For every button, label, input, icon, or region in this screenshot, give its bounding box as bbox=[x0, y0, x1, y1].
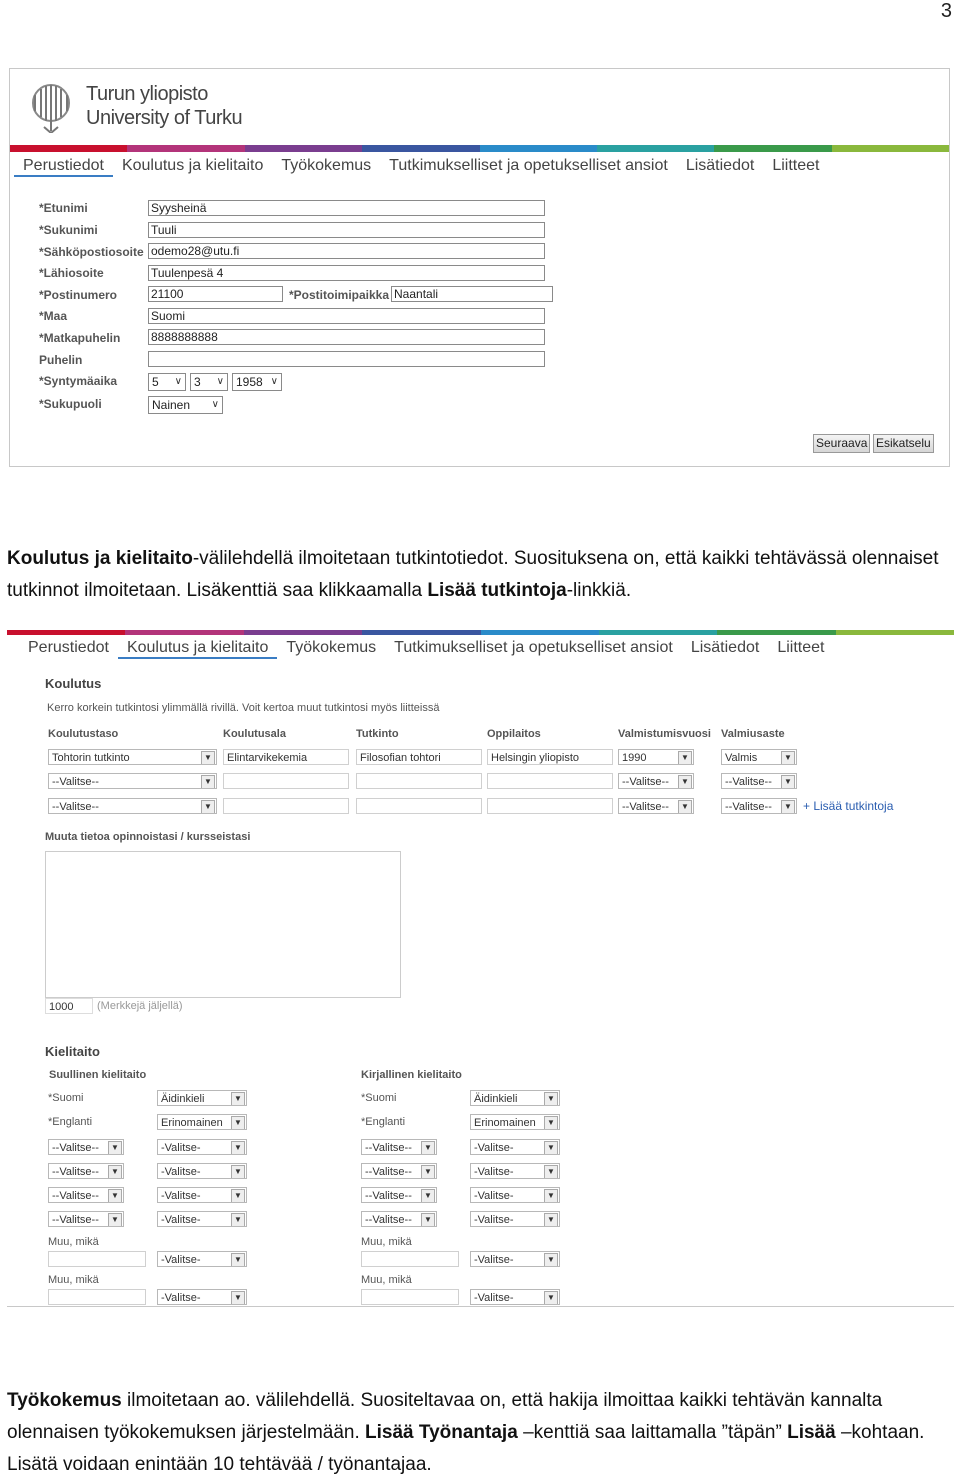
completion-status-select[interactable] bbox=[721, 773, 797, 789]
chevron-down-icon: ▼ bbox=[201, 775, 215, 789]
language-label: *Englanti bbox=[48, 1116, 93, 1128]
language-level-select-value: -Valitse- bbox=[161, 1142, 201, 1154]
chevron-down-icon: ▼ bbox=[678, 775, 692, 789]
graduation-year-select[interactable] bbox=[618, 798, 694, 814]
language-level-select-value: -Valitse- bbox=[474, 1190, 514, 1202]
graduation-year-select[interactable] bbox=[618, 749, 694, 765]
written-skills-title: Kirjallinen kielitaito bbox=[361, 1069, 462, 1081]
language-select[interactable] bbox=[361, 1187, 437, 1203]
graduation-year-select-value: --Valitse-- bbox=[622, 801, 669, 813]
chevron-down-icon: ▼ bbox=[678, 800, 692, 814]
char-counter: 1000 bbox=[45, 998, 93, 1014]
col-tutkinto: Tutkinto bbox=[356, 728, 399, 740]
chevron-down-icon: ∨ bbox=[211, 399, 219, 410]
graduation-year-select-value: 1990 bbox=[622, 752, 647, 764]
language-level-select-value: -Valitse- bbox=[161, 1166, 201, 1178]
label-etunimi: *Etunimi bbox=[39, 201, 88, 215]
color-bar-segment bbox=[714, 145, 831, 152]
tab-lisätiedot[interactable]: Lisätiedot bbox=[690, 639, 760, 656]
section-title-koulutus: Koulutus bbox=[45, 676, 102, 691]
degree-input[interactable] bbox=[356, 798, 482, 814]
language-select-value: --Valitse-- bbox=[52, 1214, 99, 1226]
language-level-select-value: Erinomainen bbox=[161, 1117, 223, 1129]
language-level-select[interactable] bbox=[470, 1211, 560, 1227]
chevron-down-icon: ▼ bbox=[544, 1213, 558, 1227]
tab-perustiedot[interactable]: Perustiedot bbox=[28, 639, 109, 656]
chevron-down-icon: ▼ bbox=[781, 800, 795, 814]
col-koulutusala: Koulutusala bbox=[223, 728, 286, 740]
col-oppilaitos: Oppilaitos bbox=[487, 728, 541, 740]
chevron-down-icon: ▼ bbox=[231, 1092, 245, 1106]
color-bar-segment bbox=[717, 630, 835, 635]
language-level-select[interactable] bbox=[470, 1090, 560, 1106]
language-select-value: --Valitse-- bbox=[365, 1214, 412, 1226]
oral-skills-title: Suullinen kielitaito bbox=[49, 1069, 147, 1081]
postitoimipaikka-field[interactable]: Naantali bbox=[391, 286, 553, 302]
paragraph-education bbox=[7, 543, 957, 607]
university-emblem-icon bbox=[26, 81, 76, 133]
language-level-select[interactable] bbox=[470, 1139, 560, 1155]
color-bar-segment bbox=[480, 145, 597, 152]
tab-tutkimukselliset-ja-opetukselliset-ansiot[interactable]: Tutkimukselliset ja opetukselliset ansiot bbox=[389, 157, 668, 174]
language-level-select-value: -Valitse- bbox=[474, 1142, 514, 1154]
tab-lisätiedot[interactable]: Lisätiedot bbox=[685, 157, 755, 174]
other-studies-label: Muuta tietoa opinnoistasi / kursseistasi bbox=[45, 831, 251, 843]
label-matkapuhelin: *Matkapuhelin bbox=[39, 331, 121, 345]
personal-info-screenshot bbox=[9, 68, 950, 467]
language-level-select-value: -Valitse- bbox=[474, 1292, 514, 1304]
institution-input[interactable] bbox=[487, 798, 613, 814]
chevron-down-icon: ▼ bbox=[544, 1092, 558, 1106]
chevron-down-icon: ▼ bbox=[781, 751, 795, 765]
next-button[interactable]: Seuraava bbox=[813, 434, 870, 453]
language-level-select[interactable] bbox=[470, 1187, 560, 1203]
language-label: *Suomi bbox=[48, 1092, 84, 1104]
label-postinumero: *Postinumero bbox=[39, 288, 118, 302]
completion-status-select[interactable] bbox=[721, 798, 797, 814]
tab-bar bbox=[14, 157, 828, 177]
emph-lisaa-tutkintoja: Lisää tutkintoja bbox=[427, 580, 567, 601]
field-of-study-input[interactable] bbox=[223, 798, 349, 814]
chevron-down-icon: ▼ bbox=[231, 1189, 245, 1203]
logo-text-fi: Turun yliopisto bbox=[86, 83, 208, 105]
tab-tutkimukselliset-ja-opetukselliset-ansiot[interactable]: Tutkimukselliset ja opetukselliset ansiot bbox=[394, 639, 673, 656]
preview-button[interactable]: Esikatselu bbox=[873, 434, 934, 453]
other-language-input[interactable] bbox=[361, 1289, 459, 1305]
other-language-input[interactable] bbox=[361, 1251, 459, 1267]
education-level-select[interactable] bbox=[48, 773, 217, 789]
puhelin-field[interactable] bbox=[148, 351, 545, 367]
chevron-down-icon: ▼ bbox=[231, 1141, 245, 1155]
label-maa: *Maa bbox=[39, 309, 68, 323]
degree-input[interactable]: Filosofian tohtori bbox=[356, 749, 482, 765]
field-of-study-input[interactable] bbox=[223, 773, 349, 789]
other-language-input[interactable] bbox=[48, 1251, 146, 1267]
add-degrees-link[interactable]: + Lisää tutkintoja bbox=[803, 799, 894, 813]
language-select[interactable] bbox=[48, 1163, 124, 1179]
language-level-select[interactable] bbox=[157, 1251, 247, 1267]
color-bar-segment bbox=[244, 630, 362, 635]
language-level-select-value: -Valitse- bbox=[474, 1214, 514, 1226]
chevron-down-icon: ▼ bbox=[421, 1141, 435, 1155]
chevron-down-icon: ▼ bbox=[678, 751, 692, 765]
matkapuhelin-field[interactable]: 8888888888 bbox=[148, 329, 545, 345]
emph-tyokokemus: Työkokemus bbox=[7, 1390, 122, 1411]
other-language-label: Muu, mikä bbox=[48, 1236, 99, 1248]
language-level-select[interactable] bbox=[470, 1114, 560, 1130]
color-bar-segment bbox=[127, 145, 244, 152]
chevron-down-icon: ∨ bbox=[174, 376, 182, 387]
color-bar-segment bbox=[7, 630, 125, 635]
label-email: *Sähköpostiosoite bbox=[39, 245, 144, 259]
education-level-select-value: --Valitse-- bbox=[52, 801, 99, 813]
paragraph-work bbox=[7, 1385, 957, 1481]
education-level-select-value: Tohtorin tutkinto bbox=[52, 752, 130, 764]
chevron-down-icon: ▼ bbox=[231, 1291, 245, 1305]
chevron-down-icon: ▼ bbox=[231, 1213, 245, 1227]
language-select[interactable] bbox=[48, 1139, 124, 1155]
other-language-label: Muu, mikä bbox=[48, 1274, 99, 1286]
color-bar bbox=[10, 145, 949, 152]
education-intro: Kerro korkein tutkintosi ylimmällä rivillä. Voit kertoa muut tutkintosi myös liitteissä bbox=[47, 702, 440, 714]
color-bar-segment bbox=[362, 630, 480, 635]
chevron-down-icon: ▼ bbox=[231, 1165, 245, 1179]
etunimi-field[interactable]: Syysheinä bbox=[148, 200, 545, 216]
language-select-value: --Valitse-- bbox=[365, 1166, 412, 1178]
birth-day-value: 5 bbox=[152, 375, 159, 389]
lahiosoite-field[interactable]: Tuulenpesä 4 bbox=[148, 265, 545, 281]
tab-bar bbox=[19, 639, 833, 659]
color-bar-segment bbox=[597, 145, 714, 152]
completion-status-select-value: --Valitse-- bbox=[725, 801, 772, 813]
tab-työkokemus[interactable]: Työkokemus bbox=[281, 157, 372, 174]
emph-koulutus: Koulutus ja kielitaito bbox=[7, 548, 193, 569]
education-level-select[interactable] bbox=[48, 749, 217, 765]
chevron-down-icon: ▼ bbox=[421, 1165, 435, 1179]
language-level-select[interactable] bbox=[157, 1163, 247, 1179]
graduation-year-select[interactable] bbox=[618, 773, 694, 789]
label-syntymaaika: *Syntymäaika bbox=[39, 374, 118, 388]
postinumero-field[interactable]: 21100 bbox=[148, 286, 283, 302]
other-language-label: Muu, mikä bbox=[361, 1274, 412, 1286]
chevron-down-icon: ▼ bbox=[231, 1253, 245, 1267]
text-1: ilmoitetaan ao. välilehdellä. Suositeltavaa on, että hakija ilmoittaa kaikki tehtävän kannalta olennaisen työkokemuksen järjestelmään. bbox=[7, 1390, 883, 1443]
chevron-down-icon: ▼ bbox=[544, 1291, 558, 1305]
degree-input[interactable] bbox=[356, 773, 482, 789]
language-level-select[interactable] bbox=[157, 1114, 247, 1130]
chevron-down-icon: ▼ bbox=[108, 1213, 122, 1227]
completion-status-select-value: Valmis bbox=[725, 752, 758, 764]
language-level-select-value: -Valitse- bbox=[474, 1254, 514, 1266]
label-puhelin: Puhelin bbox=[39, 353, 83, 367]
col-koulutustaso: Koulutustaso bbox=[48, 728, 119, 740]
institution-input[interactable] bbox=[487, 773, 613, 789]
maa-field[interactable]: Suomi bbox=[148, 308, 545, 324]
language-select[interactable] bbox=[48, 1211, 124, 1227]
birth-year-select[interactable] bbox=[232, 373, 282, 391]
color-bar-segment bbox=[481, 630, 599, 635]
chevron-down-icon: ▼ bbox=[544, 1253, 558, 1267]
birth-year-value: 1958 bbox=[236, 375, 263, 389]
text-2: -linkkiä. bbox=[566, 580, 632, 601]
label-sukunimi: *Sukunimi bbox=[39, 223, 98, 237]
graduation-year-select-value: --Valitse-- bbox=[622, 776, 669, 788]
field-of-study-input[interactable]: Elintarvikekemia bbox=[223, 749, 349, 765]
tab-liitteet[interactable]: Liitteet bbox=[777, 639, 825, 656]
chevron-down-icon: ▼ bbox=[231, 1116, 245, 1130]
language-label: *Englanti bbox=[361, 1116, 406, 1128]
label-lahiosoite: *Lähiosoite bbox=[39, 266, 104, 280]
color-bar-segment bbox=[832, 145, 949, 152]
language-select[interactable] bbox=[48, 1187, 124, 1203]
language-select-value: --Valitse-- bbox=[365, 1142, 412, 1154]
tab-koulutus-ja-kielitaito[interactable]: Koulutus ja kielitaito bbox=[118, 639, 277, 659]
chevron-down-icon: ▼ bbox=[421, 1213, 435, 1227]
other-language-label: Muu, mikä bbox=[361, 1236, 412, 1248]
language-level-select[interactable] bbox=[470, 1289, 560, 1305]
other-studies-textarea[interactable] bbox=[45, 851, 401, 998]
color-bar-segment bbox=[245, 145, 362, 152]
text-3: –kohtaan. Lisätä voidaan enintään 10 tehtävää / työnantajaa. bbox=[7, 1422, 925, 1475]
tab-perustiedot[interactable]: Perustiedot bbox=[14, 157, 113, 177]
language-level-select[interactable] bbox=[470, 1163, 560, 1179]
language-level-select[interactable] bbox=[470, 1251, 560, 1267]
label-postitoimipaikka: *Postitoimipaikka bbox=[289, 288, 390, 302]
chevron-down-icon: ▼ bbox=[781, 775, 795, 789]
other-language-input[interactable] bbox=[48, 1289, 146, 1305]
chevron-down-icon: ▼ bbox=[201, 800, 215, 814]
language-label: *Suomi bbox=[361, 1092, 397, 1104]
text-2: –kenttiä saa laittamalla ”täpän” bbox=[517, 1422, 788, 1443]
birth-day-select[interactable] bbox=[148, 373, 186, 391]
birth-month-select[interactable] bbox=[190, 373, 228, 391]
language-select-value: --Valitse-- bbox=[52, 1190, 99, 1202]
gender-select[interactable] bbox=[148, 396, 223, 414]
color-bar bbox=[7, 630, 954, 635]
chevron-down-icon: ∨ bbox=[216, 376, 224, 387]
language-level-select-value: Äidinkieli bbox=[474, 1093, 518, 1105]
color-bar-segment bbox=[599, 630, 717, 635]
language-level-select-value: -Valitse- bbox=[161, 1254, 201, 1266]
language-select-value: --Valitse-- bbox=[365, 1190, 412, 1202]
gender-value: Nainen bbox=[152, 398, 191, 412]
education-screenshot bbox=[7, 630, 954, 1307]
label-sukupuoli: *Sukupuoli bbox=[39, 397, 102, 411]
language-level-select-value: Äidinkieli bbox=[161, 1093, 205, 1105]
education-level-select-value: --Valitse-- bbox=[52, 776, 99, 788]
color-bar-segment bbox=[125, 630, 243, 635]
color-bar-segment bbox=[362, 145, 479, 152]
completion-status-select-value: --Valitse-- bbox=[725, 776, 772, 788]
language-level-select-value: -Valitse- bbox=[161, 1292, 201, 1304]
language-select-value: --Valitse-- bbox=[52, 1142, 99, 1154]
language-level-select-value: -Valitse- bbox=[161, 1190, 201, 1202]
language-level-select[interactable] bbox=[157, 1090, 247, 1106]
language-select-value: --Valitse-- bbox=[52, 1166, 99, 1178]
institution-input[interactable]: Helsingin yliopisto bbox=[487, 749, 613, 765]
color-bar-segment bbox=[10, 145, 127, 152]
logo-text-en: University of Turku bbox=[86, 107, 243, 129]
chevron-down-icon: ▼ bbox=[421, 1189, 435, 1203]
language-level-select[interactable] bbox=[157, 1187, 247, 1203]
language-level-select-value: -Valitse- bbox=[474, 1166, 514, 1178]
sukunimi-field[interactable]: Tuuli bbox=[148, 222, 545, 238]
col-valmistumisvuosi: Valmistumisvuosi bbox=[618, 728, 711, 740]
university-logo bbox=[26, 79, 266, 135]
tab-liitteet[interactable]: Liitteet bbox=[772, 157, 820, 174]
chevron-down-icon: ▼ bbox=[544, 1165, 558, 1179]
chevron-down-icon: ▼ bbox=[108, 1141, 122, 1155]
birth-month-value: 3 bbox=[194, 375, 201, 389]
section-title-kielitaito: Kielitaito bbox=[45, 1044, 100, 1059]
language-level-select[interactable] bbox=[157, 1289, 247, 1305]
education-level-select[interactable] bbox=[48, 798, 217, 814]
chevron-down-icon: ▼ bbox=[108, 1189, 122, 1203]
email-field[interactable]: odemo28@utu.fi bbox=[148, 243, 545, 259]
chevron-down-icon: ▼ bbox=[544, 1189, 558, 1203]
text-1: -välilehdellä ilmoitetaan tutkintotiedot. Suosituksena on, että kaikki tehtävässä olennaiset tutkinnot ilmoitetaan. Lisäkenttiä saa klikkaamalla bbox=[7, 548, 939, 601]
chevron-down-icon: ∨ bbox=[270, 376, 278, 387]
color-bar-segment bbox=[836, 630, 954, 635]
tab-työkokemus[interactable]: Työkokemus bbox=[286, 639, 377, 656]
language-select[interactable] bbox=[361, 1163, 437, 1179]
completion-status-select[interactable] bbox=[721, 749, 797, 765]
emph-lisaa: Lisää bbox=[787, 1422, 836, 1443]
emph-lisaa-tyonantaja: Lisää Työnantaja bbox=[365, 1422, 518, 1443]
chevron-down-icon: ▼ bbox=[201, 751, 215, 765]
chevron-down-icon: ▼ bbox=[544, 1141, 558, 1155]
page-number: 3 bbox=[940, 0, 952, 22]
language-level-select-value: Erinomainen bbox=[474, 1117, 536, 1129]
language-select[interactable] bbox=[361, 1211, 437, 1227]
chevron-down-icon: ▼ bbox=[544, 1116, 558, 1130]
language-level-select-value: -Valitse- bbox=[161, 1214, 201, 1226]
chevron-down-icon: ▼ bbox=[108, 1165, 122, 1179]
tab-koulutus-ja-kielitaito[interactable]: Koulutus ja kielitaito bbox=[121, 157, 264, 174]
col-valmiusaste: Valmiusaste bbox=[721, 728, 785, 740]
language-level-select[interactable] bbox=[157, 1211, 247, 1227]
language-select[interactable] bbox=[361, 1139, 437, 1155]
language-level-select[interactable] bbox=[157, 1139, 247, 1155]
char-counter-note: (Merkkejä jäljellä) bbox=[97, 1000, 183, 1012]
